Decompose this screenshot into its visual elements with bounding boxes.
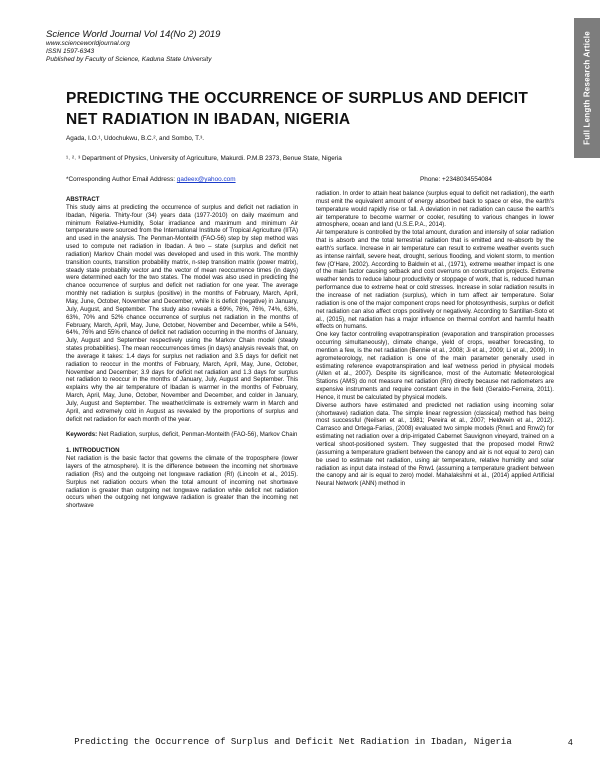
keywords-text: Net Radiation, surplus, deficit, Penman-Monteith (FAO-56), Markov Chain: [98, 431, 298, 439]
corresponding-label: *Corresponding Author Email Address:: [66, 176, 176, 183]
journal-issn: ISSN 1597-6343: [46, 48, 95, 55]
journal-website: www.scienceworldjournal.org: [46, 40, 130, 47]
keywords: [66, 431, 298, 439]
keywords-label: Keywords:: [66, 431, 98, 439]
journal-header: [46, 30, 220, 64]
journal-title: Science World Journal Vol 14(No 2) 2019: [46, 29, 221, 40]
article-type-label: Full Length Research Article: [582, 31, 592, 145]
journal-publisher: Published by Faculty of Science, Kaduna State University: [46, 56, 212, 63]
paragraph: One key factor controlling evapotranspiration (evaporation and transpiration processes occurring simultaneously), climate change, yield of crops, weather forecasting, to mention a few, is the net radiation (Bennie et al., 2008; Ji et al., 2009; Li et al., 2009). In agrometeorology, net radiation is one of the main parameter generally used in estimating reference evapotranspiration and leaf wetness period in physical models (Allen et al., 2007). Despite its significance, most of the Automatic Meteorological Stations (AMS) do not measure net radiation (Rn) directly because net radiometers are expensive instruments and require constant care in the field (Geraldo-Ferreira, 2011). Hence, it must be calculated by physical models.: [316, 331, 554, 401]
left-column: [66, 196, 298, 510]
paragraph: Diverse authors have estimated and predicted net radiation using incoming solar (shortwave) radiation data. The simple linear regression (classical) method has being most successful (Neilsen et al., 1981; Pereira et al., 2007; Heldwein et al., 2012). Carrasco and Ortega-Farias, (2008) evaluated two simple models (Rnw1 and Rnw2) for estimating net radiation over a drip-irrigated Cabernet Sauvignon vineyard, trained on a vertical shoot-positioned system. They suggested that the proposed model Rnw2 (assuming a temperature gradient between the canopy and air is not equal to zero) can be used to estimate net radiation, using air temperature, relative humidity and solar radiation as input data instead of the Rnw1 (assuming a temperature gradient between the canopy and air is equal to zero) model. Mahalakshmi et al., (2014) applied Artificial Neural Network (ANN) method in: [316, 401, 554, 488]
paragraph: radiation. In order to attain heat balance (surplus equal to deficit net radiation), the earth must emit the equivalent amount of energy absorbed back to space or else, the earth's temperature would rapidly rise or fall. A deviation in net radiation can cause the earth's air temperature to become warmer or cooler, resulting to various changes in lower atmosphere, ocean and land (U.S.E.P.A., 2014).: [316, 190, 554, 229]
paragraph: Air temperature is controlled by the total amount, duration and intensity of solar radiation that is absorb and the total terrestrial radiation that is emitted and re-absorb by the earth's surface. Increase in air temperature can result to extreme weather events such as intense rainfall, severe heat, drought, serious flooding, and violent storm, to mention few (O'Hare, 2002). According to Baldwin et al., (1971), extreme weather impact is one of the main factor causing setback and cost overruns on construction projects. Extreme weather tends to reduce labour productivity or stoppage of work, that is, reduced human performance due to extreme heat or cold stresses. Increase in solar radiation results in the increase of net radiation (surplus), which in turn affect air temperature. Solar radiation is one of the major component crops need for photosynthesis, surplus or deficit net radiation can also affect crops positively or negatively. According to Santillan-Soto et al., (2015), net radiation has a major influence on thermal comfort and harmful health effects on humans.: [316, 229, 554, 331]
running-title: Predicting the Occurrence of Surplus and Deficit Net Radiation in Ibadan, Nigeria: [74, 737, 512, 747]
page-number: 4: [568, 737, 573, 747]
affiliation: ¹˒ ²˒ ³ Department of Physics, University of Agriculture, Makurdi. P.M.B 2373, Benue State, Nigeria: [66, 155, 342, 162]
abstract-heading: ABSTRACT: [66, 196, 100, 203]
article-type-tab: [574, 18, 600, 158]
abstract-text: This study aims at predicting the occurrence of surplus and deficit net radiation in Ibadan, Nigeria. Thirty-four (34) years data (1977-2010) on daily maximum and minimum Relative-Humidity, Solar irradiance and maximum and minimum Air temperature were sourced from the International Institute of Tropical Agriculture (IITA) and used in the analysis. The Penman-Monteith (FAO-56) step by step method was used to compute net radiation in Ibadan. A two – state (surplus and deficit net radiation) Markov Chain model was developed and used in this work. The monthly transition counts, transition probability matrix, n-step transition matrix (power matrix), steady state probability vector and the vector of mean reoccurrence times (in days) were determined each for the two states. The model was also used in predicting the chance occurrence of surplus and deficit net radiation for one year. The average monthly net radiation is surplus (positive) in the months of February, March, April, May, June, October, November and December, while it is deficit (negative) in January, July, August, and September. The study also reveals a 69%, 76%, 76%, 74%, 63%, 63%, 70% and 52% chance occurrence of surplus net radiation in the months of February, March, April, May, June, October, November and December, while a 54%, 64%, 76% and 55% chance of deficit net radiation occurring in the months of January, July, August and September respectively using the Markov Chain model (steady states probabilities). The mean reoccurrences times (in days) analysis reveals that, on the average it takes: 1.4 days for surplus net radiation and 3.5 days for deficit net radiation to reoccur in the months of February, March, April, May, June, October, November and December; 3.9 days for deficit net radiation and 1.3 days for surplus net radiation to reoccur in the months of January, July, August and September. This explains why the air temperature of Ibadan is warmer in the months of February, March, April, May, June, October, November and December, and colder in January, July, August and September. The weather/climate is extremely warm in March and April, and extremely cold in August as revealed by the proportions of surplus and deficit net radiation for each month of the year.: [66, 203, 298, 423]
author-list: Agada, I.O.¹, Udochukwu, B.C.², and Sombo, T.³.: [66, 135, 205, 142]
corresponding-author: [66, 176, 236, 184]
introduction-text: Net radiation is the basic factor that governs the climate of the troposphere (lower layers of the atmosphere). It is the difference between the incoming net shortwave radiation (Rs) and the outgoing net longwave radiation (Rl) (Lincoln et al., 2015). Surplus net radiation occurs when the total amount of incoming net shortwave radiation is greater than outgoing net longwave radiation while deficit net radiation occurs when the outgoing net longwave radiation is greater than the incoming net shortwave: [66, 455, 298, 510]
email-link[interactable]: gadeex@yahoo.com: [176, 176, 236, 183]
phone-number: Phone: +2348034554084: [420, 176, 492, 183]
paper-title: PREDICTING THE OCCURRENCE OF SURPLUS AND DEFICIT NET RADIATION IN IBADAN, NIGERIA: [66, 90, 528, 128]
introduction-heading: 1. INTRODUCTION: [66, 447, 120, 455]
right-column: [316, 190, 554, 488]
